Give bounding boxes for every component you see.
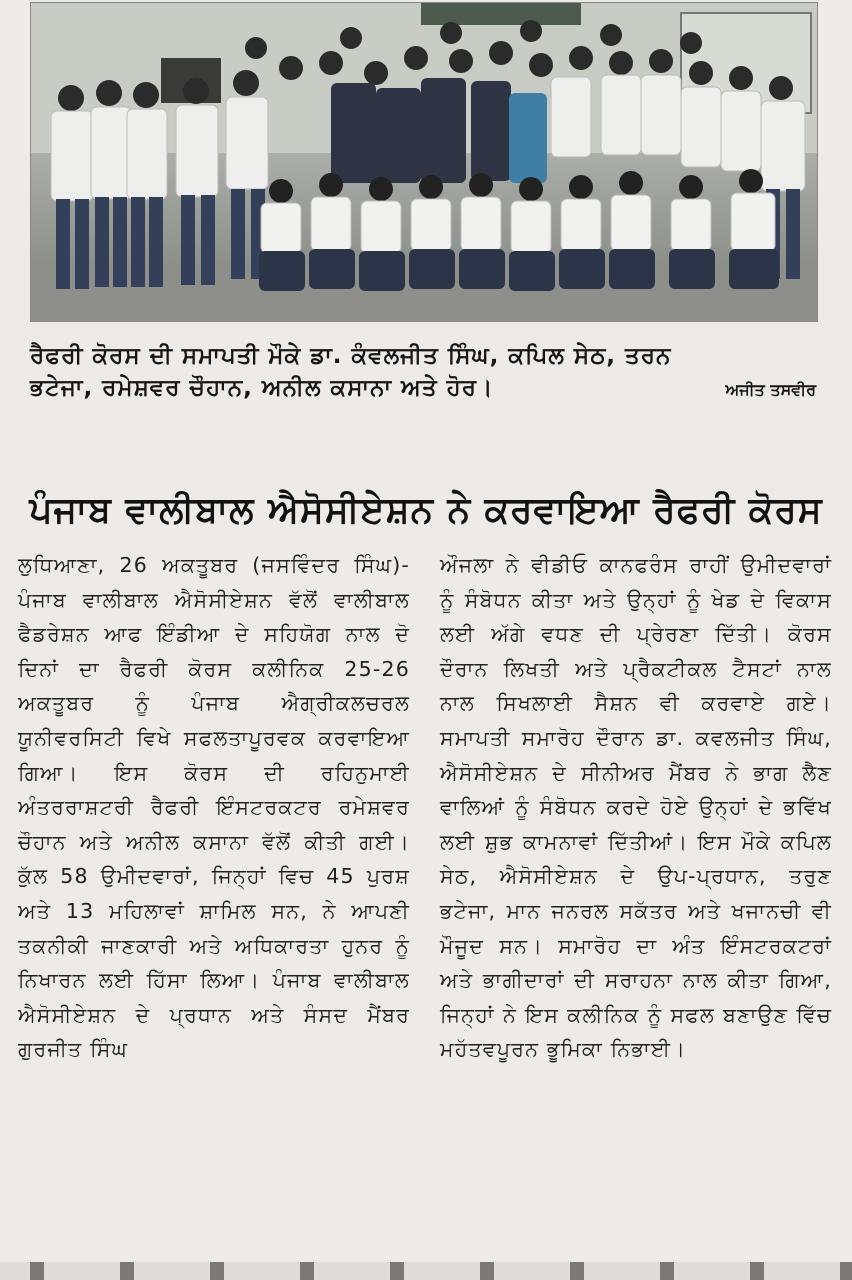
article-column-right: ਔਜਲਾ ਨੇ ਵੀਡੀਓ ਕਾਨਫਰੰਸ ਰਾਹੀਂ ਉਮੀਦਵਾਰਾਂ ਨੂੰ ਸੰਬੋਧਨ ਕੀਤਾ ਅਤੇ ਉਨ੍ਹਾਂ ਨੂੰ ਖੇਡ ਦੇ ਵਿਕਾਸ ਲਈ ਅੱਗੇ ਵਧਣ ਦੀ ਪ੍ਰੇਰਣਾ ਦਿੱਤੀ। ਕੋਰਸ ਦੌਰਾਨ ਲਿਖਤੀ ਅਤੇ ਪ੍ਰੈਕਟੀਕਲ ਟੈਸਟਾਂ ਨਾਲ ਨਾਲ ਸਿਖਲਾਈ ਸੈਸ਼ਨ ਵੀ ਕਰਵਾਏ ਗਏ। ਸਮਾਪਤੀ ਸਮਾਰੋਹ ਦੌਰਾਨ ਡਾ. ਕਵਲਜੀਤ ਸਿੰਘ, ਐਸੋਸੀਏਸ਼ਨ ਦੇ ਸੀਨੀਅਰ ਮੈਂਬਰ ਨੇ ਭਾਗ ਲੈਣ ਵਾਲਿਆਂ ਨੂੰ ਸੰਬੋਧਨ ਕਰਦੇ ਹੋਏ ਉਨ੍ਹਾਂ ਦੇ ਭਵਿੱਖ ਲਈ ਸ਼ੁਭ ਕਾਮਨਾਵਾਂ ਦਿੱਤੀਆਂ। ਇਸ ਮੌਕੇ ਕਪਿਲ ਸੇਠ, ਐਸੋਸੀਏਸ਼ਨ ਦੇ ਉਪ-ਪ੍ਰਧਾਨ, ਤਰੁਣ ਭਟੇਜਾ, ਮਾਨ ਜਨਰਲ ਸਕੱਤਰ ਅਤੇ ਖਜਾਨਚੀ ਵੀ ਮੌਜੂਦ ਸਨ। ਸਮਾਰੋਹ ਦਾ ਅੰਤ ਇੰਸਟਰਕਟਰਾਂ ਅਤੇ ਭਾਗੀਦਾਰਾਂ ਦੀ ਸਰਾਹਨਾ ਨਾਲ ਕੀਤਾ ਗਿਆ, ਜਿਨ੍ਹਾਂ ਨੇ ਇਸ ਕਲੀਨਿਕ ਨੂੰ ਸਫਲ ਬਣਾਉਣ ਵਿੱਚ ਮਹੱਤਵਪੂਰਨ ਭੂਮਿਕਾ ਨਿਭਾਈ। xyxy=(440,553,832,1062)
photo-caption xyxy=(30,340,816,406)
group-photo xyxy=(30,2,818,322)
group-photo-illustration xyxy=(31,3,817,321)
article-headline: ਪੰਜਾਬ ਵਾਲੀਬਾਲ ਐਸੋਸੀਏਸ਼ਨ ਨੇ ਕਰਵਾਇਆ ਰੈਫਰੀ ਕੋਰਸ xyxy=(29,490,823,532)
caption-line-2: ਭਟੇਜਾ, ਰਮੇਸ਼ਵਰ ਚੌਹਾਨ, ਅਨੀਲ ਕਸਾਨਾ ਅਤੇ ਹੋਰ। xyxy=(30,375,494,401)
caption-line-1: ਰੈਫਰੀ ਕੋਰਸ ਦੀ ਸਮਾਪਤੀ ਮੌਕੇ ਡਾ. ਕੰਵਲਜੀਤ ਸਿੰਘ, ਕਪਿਲ ਸੇਠ, ਤਰਨ xyxy=(30,343,672,369)
photo-credit: ਅਜੀਤ ਤਸਵੀਰ xyxy=(725,380,816,399)
article-column-left: ਲੁਧਿਆਣਾ, 26 ਅਕਤੂਬਰ (ਜਸਵਿੰਦਰ ਸਿੰਘ)-ਪੰਜਾਬ ਵਾਲੀਬਾਲ ਐਸੋਸੀਏਸ਼ਨ ਵੱਲੋਂ ਵਾਲੀਬਾਲ ਫੈਡਰੇਸ਼ਨ ਆਫ ਇੰਡੀਆ ਦੇ ਸਹਿਯੋਗ ਨਾਲ ਦੋ ਦਿਨਾਂ ਦਾ ਰੈਫਰੀ ਕੋਰਸ ਕਲੀਨਿਕ 25-26 ਅਕਤੂਬਰ ਨੂੰ ਪੰਜਾਬ ਐਗ੍ਰੀਕਲਚਰਲ ਯੂਨੀਵਰਸਿਟੀ ਵਿਖੇ ਸਫਲਤਾਪੂਰਵਕ ਕਰਵਾਇਆ ਗਿਆ। ਇਸ ਕੋਰਸ ਦੀ ਰਹਿਨੁਮਾਈ ਅੰਤਰਰਾਸ਼ਟਰੀ ਰੈਫਰੀ ਇੰਸਟਰਕਟਰ ਰਮੇਸ਼ਵਰ ਚੌਹਾਨ ਅਤੇ ਅਨੀਲ ਕਸਾਨਾ ਵੱਲੋਂ ਕੀਤੀ ਗਈ। ਕੁੱਲ 58 ਉਮੀਦਵਾਰਾਂ, ਜਿਨ੍ਹਾਂ ਵਿਚ 45 ਪੁਰਸ਼ ਅਤੇ 13 ਮਹਿਲਾਵਾਂ ਸ਼ਾਮਿਲ ਸਨ, ਨੇ ਆਪਣੀ ਤਕਨੀਕੀ ਜਾਣਕਾਰੀ ਅਤੇ ਅਧਿਕਾਰਤਾ ਹੁਨਰ ਨੂੰ ਨਿਖਾਰਨ ਲਈ ਹਿੱਸਾ ਲਿਆ। ਪੰਜਾਬ ਵਾਲੀਬਾਲ ਐਸੋਸੀਏਸ਼ਨ ਦੇ ਪ੍ਰਧਾਨ ਅਤੇ ਸੰਸਦ ਮੈਂਬਰ ਗੁਰਜੀਤ ਸਿੰਘ xyxy=(18,553,410,1062)
caption-line-2-row xyxy=(30,372,816,406)
bottom-edge-strip xyxy=(0,1262,852,1280)
